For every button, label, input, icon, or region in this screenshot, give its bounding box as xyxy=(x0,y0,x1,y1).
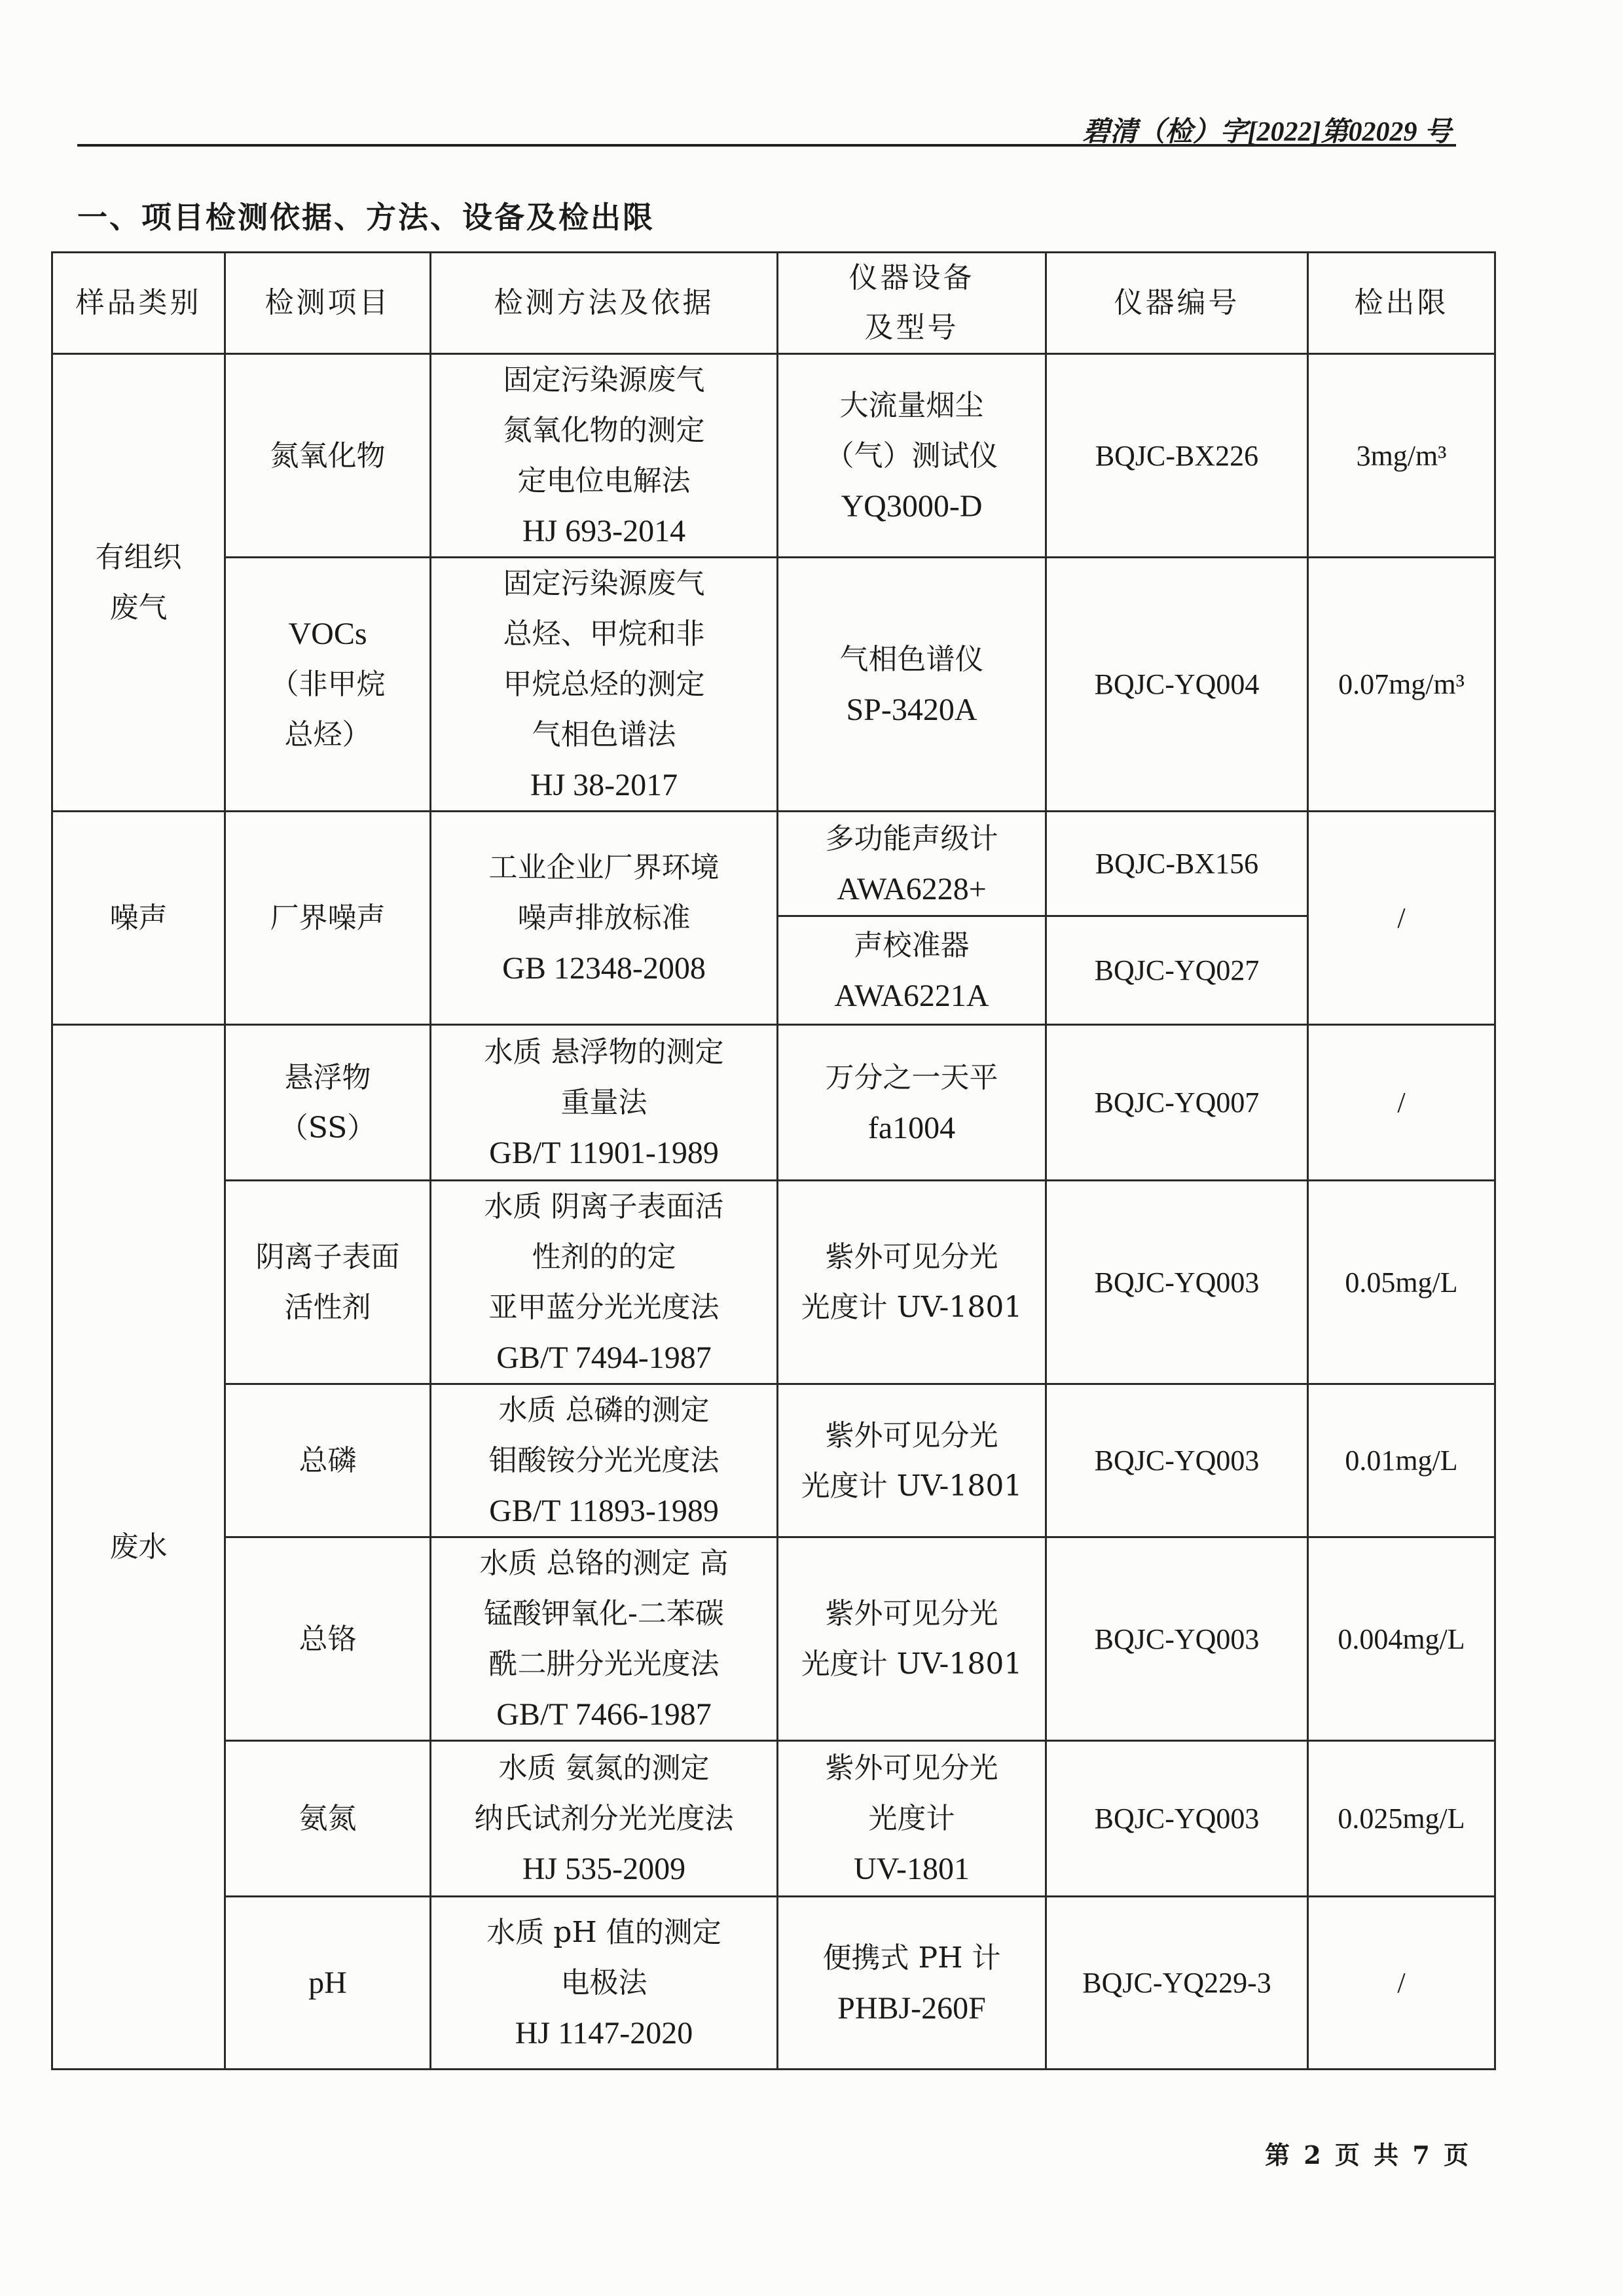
instrument-no-cell: BQJC-YQ007 xyxy=(1046,1025,1308,1181)
instrument-line: PHBJ-260F xyxy=(837,1990,986,2026)
instrument-line: 紫外可见分光 xyxy=(825,1597,998,1630)
category-cell xyxy=(52,1025,225,2070)
method-line: 总烃、甲烷和非 xyxy=(503,617,705,651)
method-line: 性剂的的定 xyxy=(532,1240,676,1274)
table-row xyxy=(52,812,1495,916)
limit-cell: / xyxy=(1308,1025,1495,1181)
item-cell xyxy=(225,558,431,812)
limit-cell: 3mg/m³ xyxy=(1308,354,1495,558)
method-line: GB/T 7494-1987 xyxy=(496,1340,712,1375)
method-line: GB/T 11901-1989 xyxy=(489,1136,719,1170)
report-number: 碧清（检）字[2022]第02029 号 xyxy=(1082,117,1451,147)
item-cell xyxy=(225,1025,431,1181)
category-line: 废水 xyxy=(109,1530,168,1564)
instrument-line: 声校准器 xyxy=(854,928,970,962)
item-line: （SS） xyxy=(279,1111,376,1145)
table-row xyxy=(52,1897,1495,2070)
instrument-line: 光度计 UV-1801 xyxy=(801,1291,1023,1324)
instrument-line: 紫外可见分光 xyxy=(825,1751,998,1785)
method-line: 水质 总磷的测定 xyxy=(498,1393,710,1427)
instrument-cell xyxy=(778,1181,1046,1384)
item-line: 悬浮物 xyxy=(284,1060,371,1094)
page-number: 第 2 页 共 7 页 xyxy=(1264,2140,1471,2170)
method-line: GB/T 7466-1987 xyxy=(496,1697,712,1732)
method-cell xyxy=(431,1741,778,1897)
method-line: 水质 总铬的测定 高 xyxy=(479,1547,729,1580)
instrument-no-cell: BQJC-YQ229-3 xyxy=(1046,1897,1308,2070)
instrument-no-cell: BQJC-YQ003 xyxy=(1046,1181,1308,1384)
item-cell xyxy=(225,1897,431,2070)
method-line: 重量法 xyxy=(560,1086,647,1119)
instrument-no-cell: BQJC-YQ003 xyxy=(1046,1741,1308,1897)
limit-cell: 0.05mg/L xyxy=(1308,1181,1495,1384)
method-cell xyxy=(431,1025,778,1181)
limit-cell: 0.004mg/L xyxy=(1308,1537,1495,1741)
item-cell xyxy=(225,812,431,1025)
method-line: 水质 阴离子表面活 xyxy=(484,1190,724,1223)
method-line: 电极法 xyxy=(560,1966,647,2000)
method-line: 定电位电解法 xyxy=(517,464,691,497)
item-line: VOCs xyxy=(288,617,367,651)
instrument-cell xyxy=(778,1741,1046,1897)
header-test-method: 检测方法及依据 xyxy=(431,253,778,354)
method-line: 水质 pH 值的测定 xyxy=(486,1916,721,1949)
method-line: HJ 1147-2020 xyxy=(515,2016,693,2051)
instrument-line: 大流量烟尘 xyxy=(839,388,984,422)
item-line: 氨氮 xyxy=(299,1802,357,1835)
method-line: 锰酸钾氧化-二苯碳 xyxy=(484,1597,724,1630)
instrument-cell xyxy=(778,354,1046,558)
instrument-line: 紫外可见分光 xyxy=(825,1418,998,1452)
instrument-no-cell: BQJC-BX156 xyxy=(1046,812,1308,916)
header-sample-category: 样品类别 xyxy=(52,253,225,354)
instrument-line: 紫外可见分光 xyxy=(825,1240,998,1274)
method-line: 亚甲蓝分光光度法 xyxy=(488,1291,720,1324)
instrument-cell xyxy=(778,1025,1046,1181)
instrument-no-cell: BQJC-YQ003 xyxy=(1046,1384,1308,1537)
section-title: 一、项目检测依据、方法、设备及检出限 xyxy=(77,200,655,235)
category-cell xyxy=(52,354,225,812)
item-line: 总烃） xyxy=(284,718,371,751)
instrument-no-cell: BQJC-YQ027 xyxy=(1046,916,1308,1025)
table-row xyxy=(52,1181,1495,1384)
instrument-cell xyxy=(778,558,1046,812)
method-line: 固定污染源废气 xyxy=(503,567,705,600)
method-cell xyxy=(431,558,778,812)
limit-cell: 0.01mg/L xyxy=(1308,1384,1495,1537)
header-detection-limit: 检出限 xyxy=(1308,253,1495,354)
header-rule xyxy=(77,144,1456,147)
method-line: 气相色谱法 xyxy=(532,718,676,751)
header-test-item: 检测项目 xyxy=(225,253,431,354)
item-cell xyxy=(225,1384,431,1537)
item-line: pH xyxy=(308,1965,347,2000)
instrument-line: 光度计 UV-1801 xyxy=(801,1469,1023,1503)
instrument-cell xyxy=(778,916,1046,1025)
category-line: 噪声 xyxy=(109,901,168,935)
item-line: 活性剂 xyxy=(284,1291,371,1324)
method-line: GB/T 11893-1989 xyxy=(489,1494,719,1528)
item-cell xyxy=(225,354,431,558)
method-line: 酰二肼分光光度法 xyxy=(488,1647,720,1681)
instrument-cell xyxy=(778,812,1046,916)
instrument-line: YQ3000-D xyxy=(841,488,983,524)
item-cell xyxy=(225,1181,431,1384)
table-row xyxy=(52,1741,1495,1897)
method-line: 氮氧化物的测定 xyxy=(503,414,705,447)
header-instrument-no: 仪器编号 xyxy=(1046,253,1308,354)
item-line: （非甲烷 xyxy=(270,668,386,701)
table-row xyxy=(52,1537,1495,1741)
method-line: GB 12348-2008 xyxy=(502,951,706,986)
instrument-line: 多功能声级计 xyxy=(825,821,998,855)
method-line: 钼酸铵分光光度法 xyxy=(488,1444,720,1477)
method-cell xyxy=(431,354,778,558)
category-cell xyxy=(52,812,225,1025)
instrument-no-cell: BQJC-YQ004 xyxy=(1046,558,1308,812)
header-instrument-line: 及型号 xyxy=(864,311,959,344)
item-line: 氮氧化物 xyxy=(270,439,386,473)
limit-cell: / xyxy=(1308,812,1495,1025)
table-header-row xyxy=(52,253,1495,354)
table-row xyxy=(52,1384,1495,1537)
method-cell xyxy=(431,812,778,1025)
method-line: HJ 38-2017 xyxy=(530,768,678,802)
instrument-cell xyxy=(778,1897,1046,2070)
item-cell xyxy=(225,1537,431,1741)
instrument-line: fa1004 xyxy=(867,1110,956,1145)
category-line: 废气 xyxy=(109,591,168,624)
instrument-line: AWA6228+ xyxy=(837,871,987,906)
table-row xyxy=(52,558,1495,812)
instrument-line: （气）测试仪 xyxy=(825,439,998,473)
method-cell xyxy=(431,1181,778,1384)
instrument-line: 便携式 PH 计 xyxy=(822,1941,1001,1975)
instrument-cell xyxy=(778,1537,1046,1741)
method-line: HJ 693-2014 xyxy=(522,514,686,548)
method-line: 水质 氨氮的测定 xyxy=(498,1751,710,1785)
instrument-line: 光度计 UV-1801 xyxy=(801,1647,1023,1681)
method-line: 甲烷总烃的测定 xyxy=(503,668,705,701)
item-cell xyxy=(225,1741,431,1897)
instrument-no-cell: BQJC-BX226 xyxy=(1046,354,1308,558)
detection-table xyxy=(51,251,1496,2070)
instrument-line: 气相色谱仪 xyxy=(839,642,984,676)
instrument-line: UV-1801 xyxy=(854,1852,970,1886)
limit-cell: 0.025mg/L xyxy=(1308,1741,1495,1897)
instrument-cell xyxy=(778,1384,1046,1537)
method-line: 水质 悬浮物的测定 xyxy=(484,1035,724,1069)
item-line: 阴离子表面 xyxy=(255,1240,400,1274)
category-line: 有组织 xyxy=(95,541,182,574)
item-line: 总铬 xyxy=(299,1622,357,1656)
method-cell xyxy=(431,1537,778,1741)
item-line: 总磷 xyxy=(299,1444,357,1477)
table-row xyxy=(52,354,1495,558)
item-line: 厂界噪声 xyxy=(270,901,386,935)
method-line: 固定污染源废气 xyxy=(503,363,705,397)
method-line: 工业企业厂界环境 xyxy=(488,851,720,884)
instrument-line: SP-3420A xyxy=(846,692,977,727)
limit-cell: 0.07mg/m³ xyxy=(1308,558,1495,812)
method-cell xyxy=(431,1384,778,1537)
method-line: 噪声排放标准 xyxy=(517,901,691,935)
method-line: 纳氏试剂分光光度法 xyxy=(474,1802,734,1835)
method-cell xyxy=(431,1897,778,2070)
instrument-no-cell: BQJC-YQ003 xyxy=(1046,1537,1308,1741)
header-instrument-line: 仪器设备 xyxy=(848,261,975,295)
method-line: HJ 535-2009 xyxy=(522,1852,686,1886)
instrument-line: 万分之一天平 xyxy=(825,1060,998,1094)
header-instrument xyxy=(778,253,1046,354)
instrument-line: AWA6221A xyxy=(834,978,989,1013)
instrument-line: 光度计 xyxy=(868,1802,955,1835)
limit-cell: / xyxy=(1308,1897,1495,2070)
table-row xyxy=(52,1025,1495,1181)
